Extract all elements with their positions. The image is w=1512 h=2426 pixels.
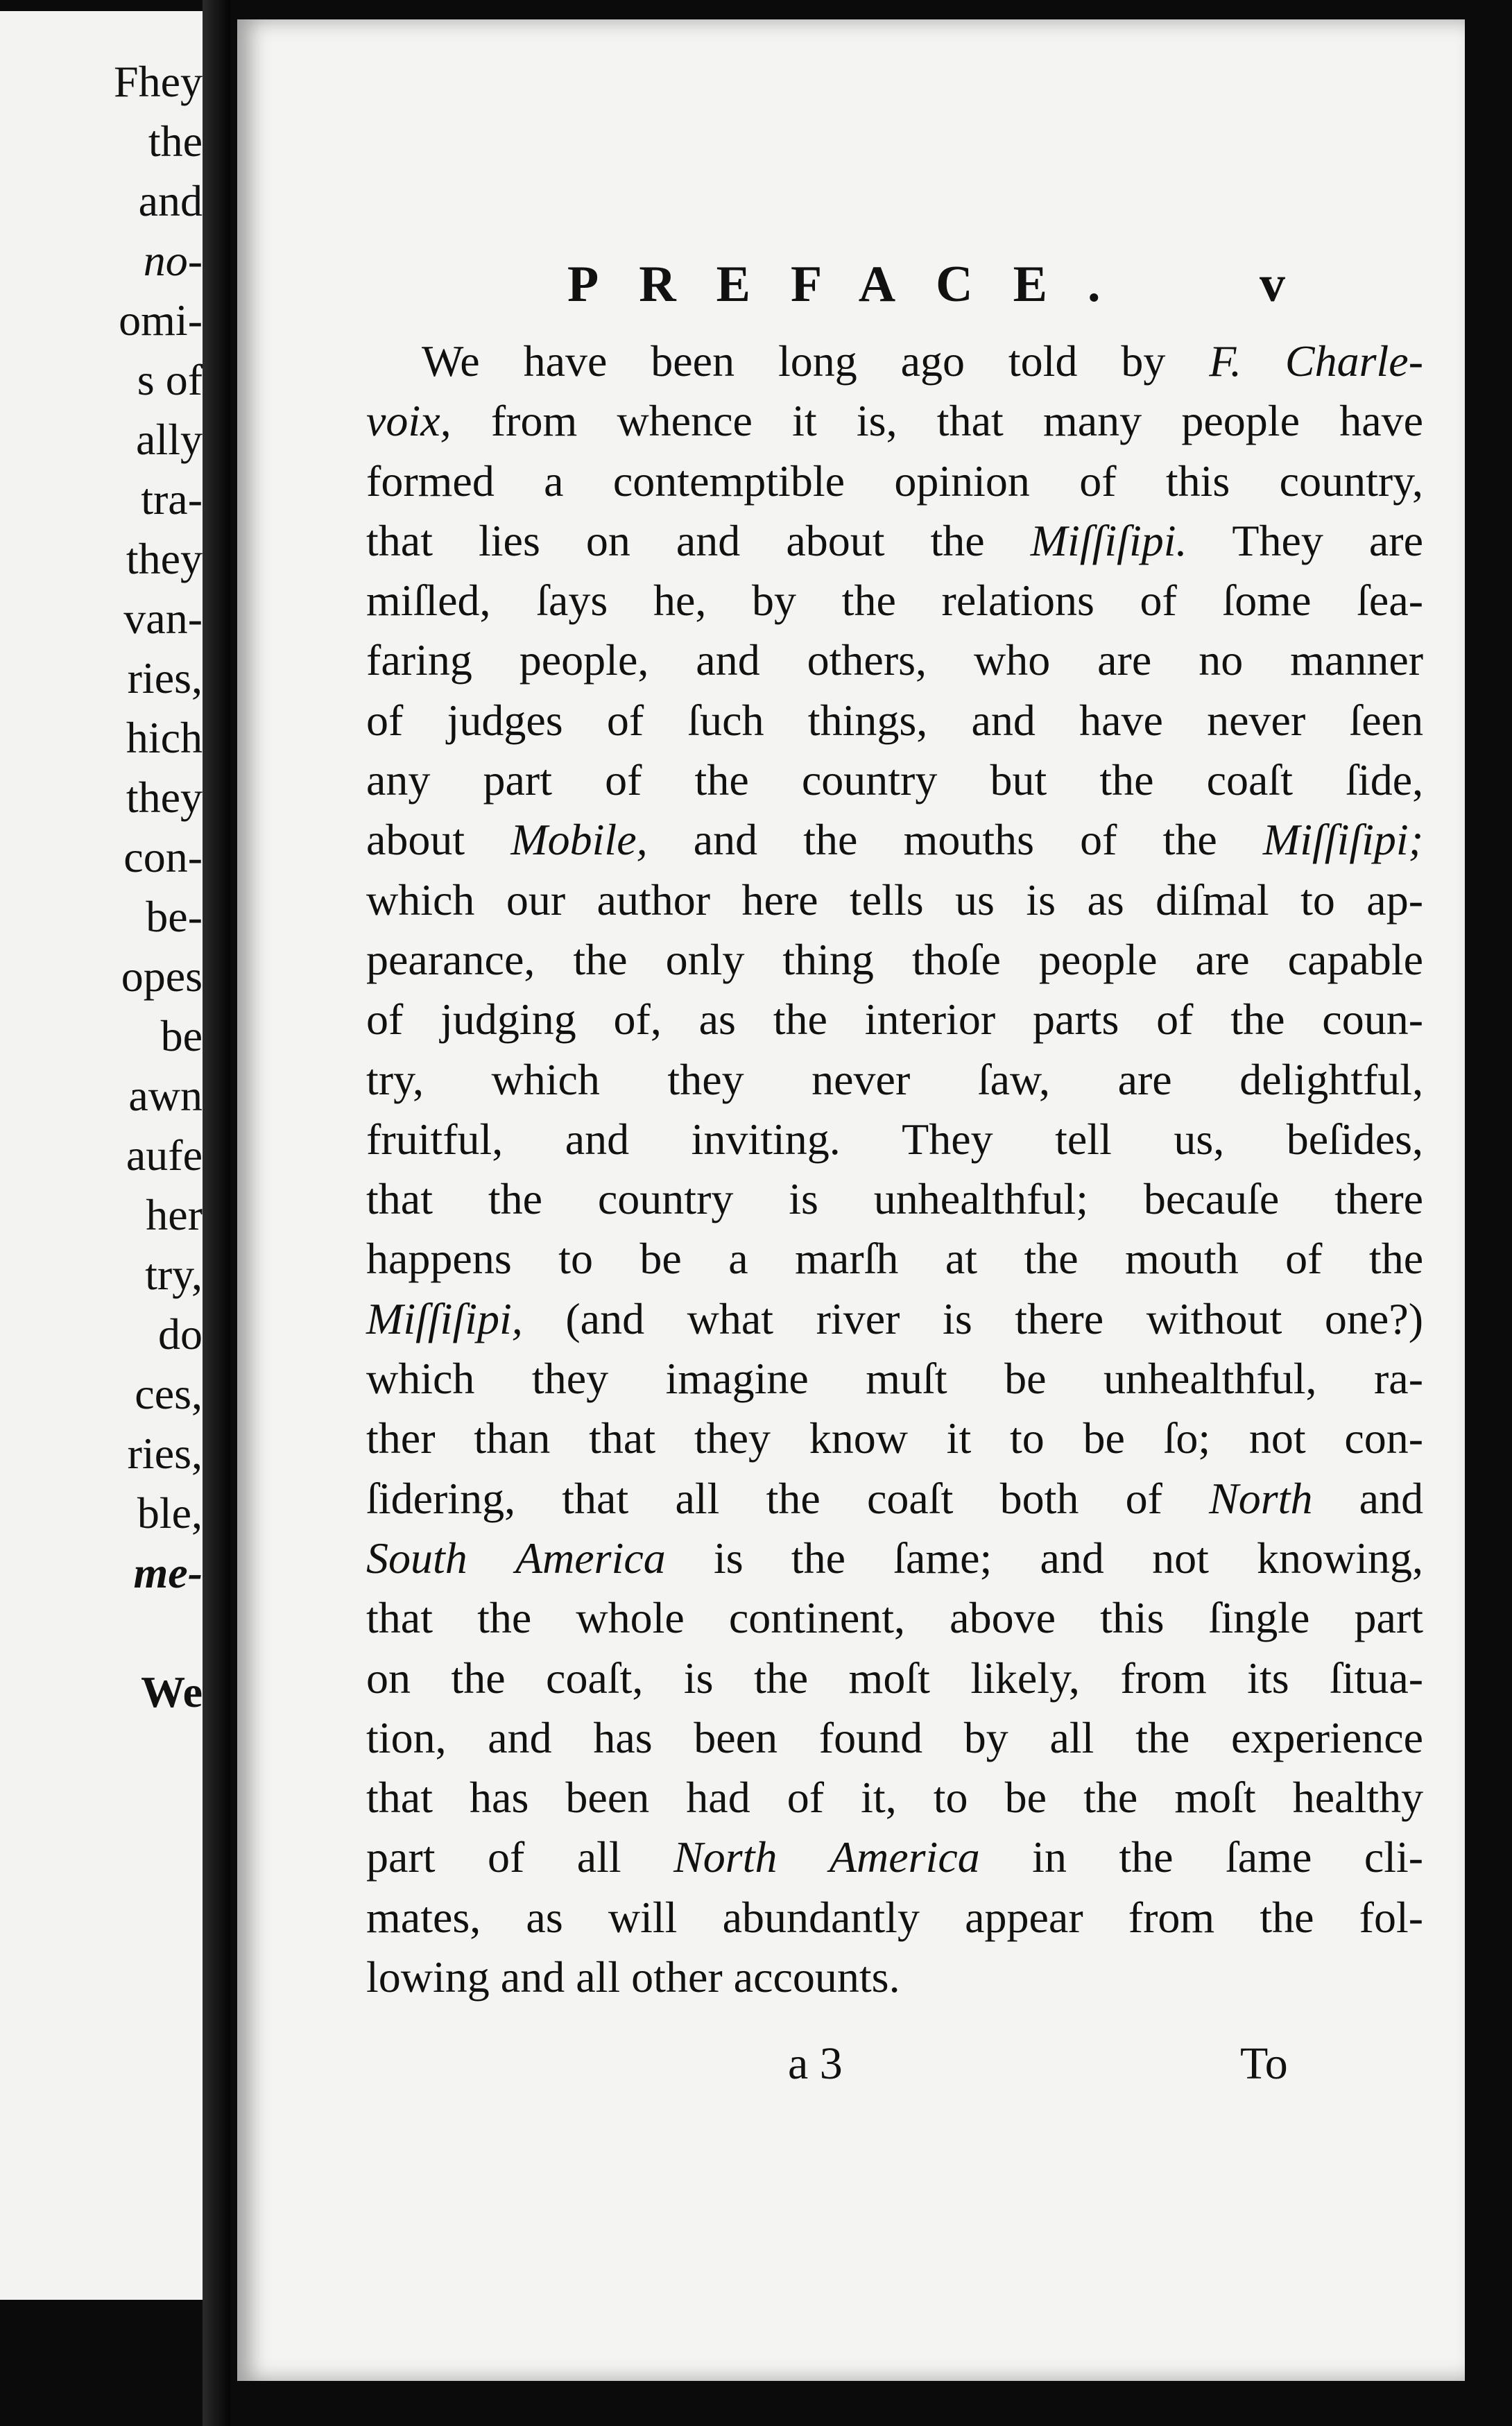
preface-body [366, 332, 1423, 2007]
text-line: lowing and all other accounts. [366, 1952, 900, 2002]
catchword: To [1240, 2038, 1288, 2089]
text-line: fruitful, and inviting. They tell us, beſides, [366, 1114, 1423, 1164]
text-line: voix, from whence it is, that many people have [366, 396, 1423, 446]
facing-page-line: they [126, 773, 203, 822]
text-line: try, which they never ſaw, are delightful, [366, 1054, 1424, 1104]
book-gutter [203, 0, 230, 2426]
text-line: of judges of ſuch things, and have never ſeen [366, 695, 1424, 745]
facing-page-line: hich [126, 713, 203, 762]
text-line: Miſſiſipi, (and what river is there without one?) [366, 1293, 1424, 1343]
text-line: mates, as will abundantly appear from the fol- [366, 1892, 1424, 1942]
text-line: miſled, ſays he, by the relations of ſome ſea- [366, 576, 1424, 626]
text-line: South America is the ſame; and not knowing, [366, 1533, 1424, 1583]
facing-page-line: and [138, 176, 203, 225]
facing-page-line: try, [145, 1250, 203, 1299]
facing-page-line: no- [143, 236, 203, 285]
facing-page-line: opes [121, 952, 203, 1001]
text-line: that lies on and about the Miſſiſipi. They are [366, 515, 1423, 565]
book-page [237, 19, 1465, 2381]
facing-page-line: tra- [141, 474, 203, 524]
facing-page-line: ally [136, 415, 203, 464]
text-line: pearance, the only thing thoſe people are capable [366, 934, 1424, 984]
text-line: which they imagine muſt be unhealthful, ra- [366, 1354, 1423, 1404]
page-number: v [1260, 256, 1285, 313]
facing-page-line: ries, [127, 1429, 203, 1478]
facing-page-line: do [158, 1309, 203, 1359]
facing-page-line: me- [133, 1548, 203, 1597]
facing-page-line: ries, [127, 653, 203, 703]
facing-page-line: awn [128, 1071, 203, 1120]
text-line: of judging of, as the interior parts of the coun- [366, 995, 1423, 1044]
text-line: ther than that they know it to be ſo; not con- [366, 1413, 1424, 1463]
facing-page-line: omi- [119, 295, 203, 345]
text-line: about Mobile, and the mouths of the Miſſiſipi; [366, 815, 1423, 865]
text-line: We have been long ago told by F. Charle- [422, 336, 1423, 386]
facing-page-catchword: We [141, 1667, 203, 1717]
facing-page-line: they [126, 534, 203, 583]
text-line: on the coaſt, is the moſt likely, from its ſitua- [366, 1653, 1424, 1703]
facing-page-line: aufe [126, 1130, 203, 1180]
running-title: PREFACE. [567, 256, 1141, 313]
signature-mark: a 3 [788, 2038, 843, 2089]
facing-page-fragment [0, 11, 208, 2300]
page-edge-shadow [1465, 28, 1512, 2426]
facing-page-line: ces, [135, 1369, 203, 1418]
facing-page-line: the [148, 117, 203, 166]
text-line: that has been had of it, to be the moſt healthy [366, 1773, 1424, 1823]
text-line: happens to be a marſh at the mouth of the [366, 1234, 1424, 1284]
facing-page-line: be [160, 1011, 203, 1060]
page-footer [237, 2038, 1465, 2100]
facing-page-line: van- [123, 594, 203, 643]
facing-page-line: s of [137, 355, 203, 404]
text-line: faring people, and others, who are no manner [366, 635, 1424, 685]
facing-page-line: her [146, 1190, 203, 1239]
text-line: part of all North America in the ſame cli- [366, 1832, 1424, 1882]
facing-page-line: Fhey [114, 57, 203, 106]
facing-page-line: ble, [137, 1488, 203, 1538]
text-line: that the country is unhealthful; becauſe there [366, 1174, 1424, 1224]
text-line: ſidering, that all the coaſt both of North and [366, 1473, 1424, 1523]
facing-page-line: con- [123, 832, 203, 881]
text-line: any part of the country but the coaſt ſide, [366, 755, 1424, 805]
text-line: formed a contemptible opinion of this country, [366, 456, 1423, 506]
facing-page-line: be- [146, 892, 203, 941]
text-line: tion, and has been found by all the experience [366, 1712, 1424, 1762]
page-header [237, 255, 1465, 318]
text-line: that the whole continent, above this ſingle part [366, 1593, 1424, 1643]
text-line: which our author here tells us is as diſmal to ap- [366, 875, 1423, 924]
